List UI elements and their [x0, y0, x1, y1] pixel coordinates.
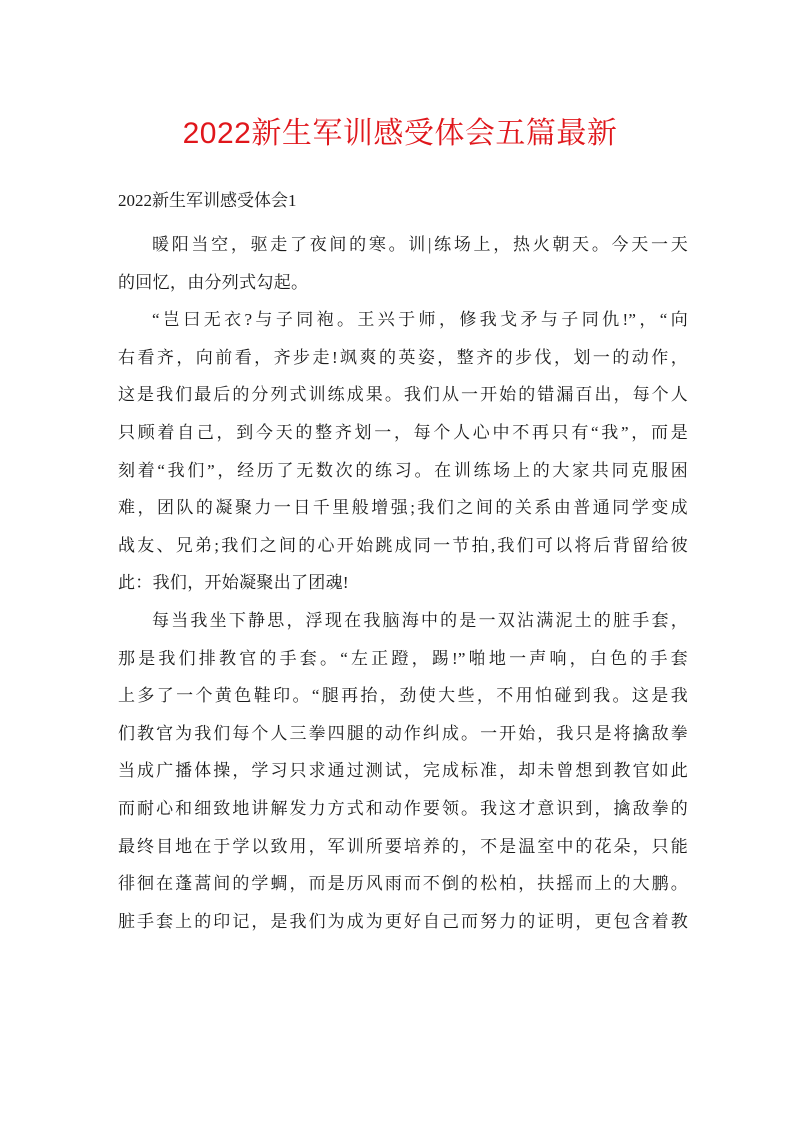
- paragraph-line: 脏手套上的印记，是我们为成为更好自己而努力的证明，更包含着教: [118, 911, 688, 931]
- paragraph-line: 的回忆，由分列式勾起。: [118, 272, 309, 292]
- paragraph-line: 们教官为我们每个人三拳四腿的动作纠成。一开始，我只是将擒敌拳: [118, 723, 688, 743]
- paragraph-line: 最终目地在于学以致用，军训所要培养的，不是温室中的花朵，只能: [118, 836, 688, 856]
- paragraph-line: 每当我坐下静思，浮现在我脑海中的是一双沾满泥土的脏手套，: [152, 610, 688, 630]
- paragraph-line: 只顾着自己，到今天的整齐划一，每个人心中不再只有“我”，而是: [118, 422, 688, 442]
- section-heading: 2022新生军训感受体会1: [118, 191, 297, 210]
- document-title: 2022新生军训感受体会五篇最新: [182, 117, 618, 150]
- paragraph-line: 这是我们最后的分列式训练成果。我们从一开始的错漏百出，每个人: [118, 385, 688, 405]
- paragraph-line: 上多了一个黄色鞋印。“腿再抬，劲使大些，不用怕碰到我。这是我: [118, 686, 688, 706]
- paragraph-line: 右看齐，向前看，齐步走!飒爽的英姿，整齐的步伐，划一的动作，: [118, 347, 688, 367]
- paragraph-line: 徘徊在蓬蒿间的学蜩，而是历风雨而不倒的松柏，扶摇而上的大鹏。: [118, 874, 688, 894]
- paragraph-line: 难，团队的凝聚力一日千里般增强;我们之间的关系由普通同学变成: [118, 498, 688, 518]
- paragraph-line: 此：我们，开始凝聚出了团魂!: [118, 573, 349, 593]
- paragraph-line: 刻着“我们”，经历了无数次的练习。在训练场上的大家共同克服困: [118, 460, 688, 480]
- paragraph-line: 战友、兄弟;我们之间的心开始跳成同一节拍,我们可以将后背留给彼: [118, 535, 688, 555]
- paragraph-line: 当成广播体操，学习只求通过测试，完成标准，却未曾想到教官如此: [118, 761, 688, 781]
- paragraph-line: 那是我们排教官的手套。“左正蹬，踢!”啪地一声响，白色的手套: [118, 648, 688, 668]
- paragraph-line: 暖阳当空，驱走了夜间的寒。训|练场上，热火朝天。今天一天: [152, 235, 688, 254]
- paragraph-line: “岂曰无衣?与子同袍。王兴于师，修我戈矛与子同仇!”，“向: [152, 310, 688, 330]
- paragraph-line: 而耐心和细致地讲解发力方式和动作要领。我这才意识到，擒敌拳的: [118, 798, 688, 818]
- body-text: [118, 226, 688, 940]
